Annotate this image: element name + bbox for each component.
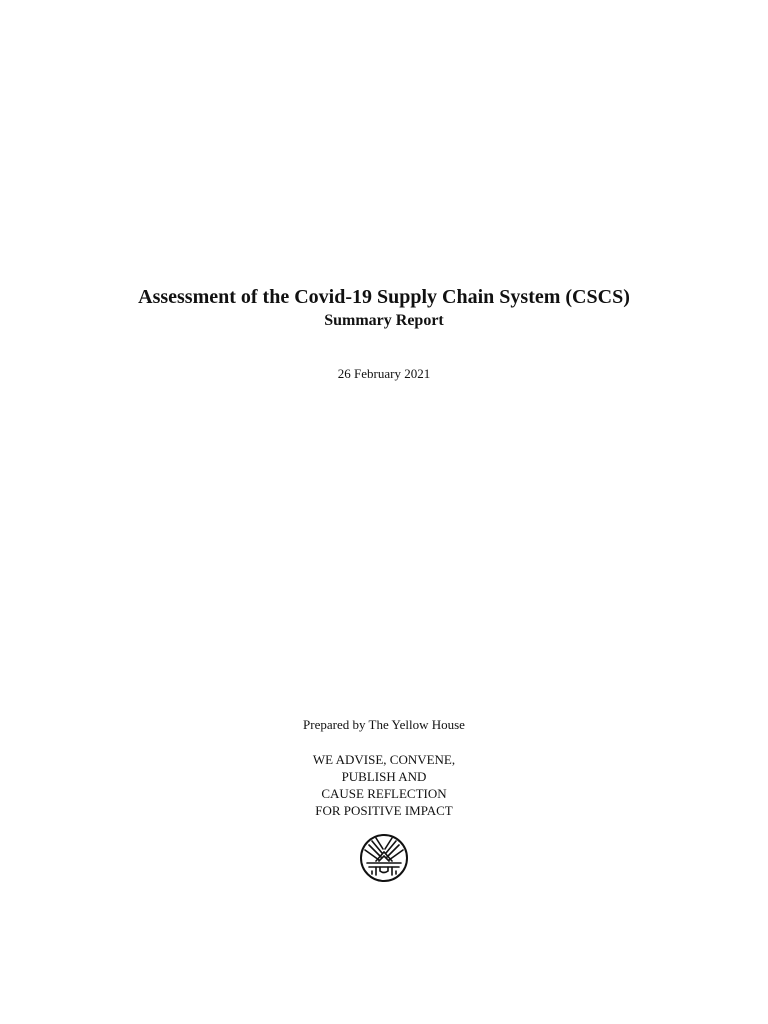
yellow-house-emblem-icon bbox=[359, 833, 409, 883]
motto-line: FOR POSITIVE IMPACT bbox=[315, 803, 453, 818]
report-date: 26 February 2021 bbox=[337, 366, 431, 381]
prepared-by: Prepared by The Yellow House bbox=[303, 717, 465, 732]
motto-line: PUBLISH AND bbox=[341, 769, 427, 784]
motto-line: WE ADVISE, CONVENE, bbox=[312, 752, 456, 767]
report-title: Assessment of the Covid-19 Supply Chain System (CSCS) bbox=[138, 286, 630, 308]
title-block bbox=[0, 284, 768, 332]
motto bbox=[0, 751, 768, 819]
report-subtitle: Summary Report bbox=[324, 312, 444, 329]
motto-line: CAUSE REFLECTION bbox=[321, 786, 447, 801]
